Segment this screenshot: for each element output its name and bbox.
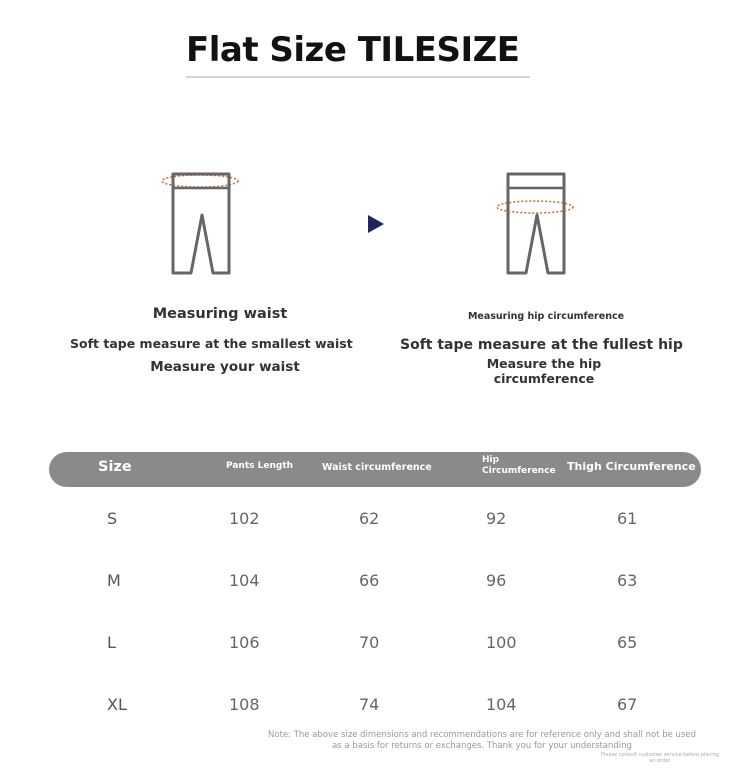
pants-hip-icon (490, 165, 580, 280)
hip-cell: 96 (486, 571, 507, 590)
size-cell: M (107, 571, 121, 590)
pants-length-cell: 106 (229, 633, 260, 652)
fine-print: Please consult customer service before placing an order (601, 752, 719, 764)
hip-cell: 92 (486, 509, 507, 528)
page-title: Flat Size TILESIZE (186, 30, 520, 70)
thigh-cell: 61 (617, 509, 638, 528)
header-hip: Hip Circumference (482, 455, 556, 476)
waist-cell: 62 (359, 509, 380, 528)
waist-subtitle: Measure your waist (150, 359, 300, 375)
header-waist: Waist circumference (322, 462, 432, 473)
table-row (49, 695, 701, 725)
size-cell: XL (107, 695, 127, 714)
thigh-cell: 63 (617, 571, 638, 590)
header-size: Size (98, 459, 132, 475)
size-table-header (49, 452, 701, 487)
pants-length-cell: 102 (229, 509, 260, 528)
next-arrow-icon (366, 213, 386, 235)
hip-instruction: Soft tape measure at the fullest hip (400, 337, 683, 353)
thigh-cell: 67 (617, 695, 638, 714)
header-pants-length: Pants Length (226, 461, 294, 471)
waist-instruction: Soft tape measure at the smallest waist (70, 336, 353, 351)
size-cell: L (107, 633, 116, 652)
hip-subtitle: Measure the hip circumference (486, 356, 602, 386)
waist-cell: 66 (359, 571, 380, 590)
hip-heading: Measuring hip circumference (467, 311, 625, 322)
title-underline (186, 76, 530, 78)
thigh-cell: 65 (617, 633, 638, 652)
disclaimer-note: Note: The above size dimensions and recommendations are for reference only and shall not be used as a basis for returns or exchanges. Thank you for your understanding (268, 730, 696, 751)
hip-cell: 100 (486, 633, 517, 652)
pants-length-cell: 104 (229, 571, 260, 590)
size-cell: S (107, 509, 118, 528)
pants-waist-icon (155, 165, 245, 280)
header-thigh: Thigh Circumference (567, 460, 696, 473)
table-row (49, 571, 701, 601)
waist-cell: 70 (359, 633, 380, 652)
waist-cell: 74 (359, 695, 380, 714)
table-row (49, 633, 701, 663)
pants-length-cell: 108 (229, 695, 260, 714)
table-row (49, 509, 701, 539)
waist-heading: Measuring waist (152, 306, 288, 322)
hip-cell: 104 (486, 695, 517, 714)
